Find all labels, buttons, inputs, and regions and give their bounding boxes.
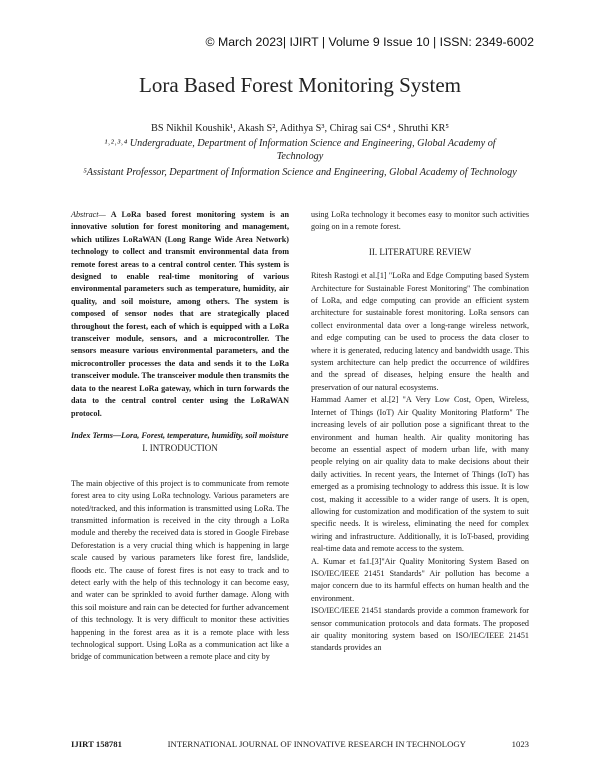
right-column bbox=[311, 209, 529, 655]
affiliation-professor: ⁵Assistant Professor, Department of Information Science and Engineering, Global Academy of Technology bbox=[83, 167, 517, 178]
author-list: BS Nikhil Koushik¹, Akash S², Adithya S³, Chirag sai CS⁴ , Shruthi KR⁵ bbox=[151, 123, 449, 134]
affiliation-undergraduate: ¹˒²˒³˒⁴ Undergraduate, Department of Information Science and Engineering, Global Academy of Technology bbox=[104, 138, 496, 162]
abstract bbox=[71, 209, 289, 420]
abstract-label: Abstract— bbox=[71, 210, 106, 219]
index-terms: Index Terms—Lora, Forest, temperature, humidity, soil moisture bbox=[71, 430, 289, 440]
journal-header: © March 2023| IJIRT | Volume 9 Issue 10 | ISSN: 2349-6002 bbox=[205, 35, 534, 49]
literature-entry-1: Ritesh Rastogi et al.[1] "LoRa and Edge Computing based System Architecture for Sustainable Forest Monitoring" The combination of LoRa, and edge computing can provide an efficient system architecture for sustainable forest monitoring. LoRa sensors can collect environmental data over a long-range wireless network, and edge computing can be used to process the data closer to where it is generated, reducing latency and bandwidth usage. This system architecture can help predict the occurrence of wildfires and the spread of diseases, helping ensure the health and preservation of our natural ecosystems. bbox=[311, 271, 529, 392]
abstract-text: A LoRa based forest monitoring system is an innovative solution for forest monitoring and management, which utilizes LoRaWAN (Long Range Wide Area Network) technology to collect and transmit environmental data from remote forest areas to a central control center. This system is designed to enable real-time monitoring of various environmental parameters such as temperature, humidity, air quality, and soil moisture, among others. The system is composed of sensor nodes that are strategically placed throughout the forest, each of which is equipped with a LoRa transceiver module, sensors, and a microcontroller. The sensors measure various environmental parameters, and the microcontroller processes the data and sends it to the LoRa transceiver module. The transceiver module then transmits the data to the nearest LoRa gateway, which in turn forwards the data to the central control center using the LoRaWAN protocol. bbox=[71, 210, 289, 418]
literature-entry-3: A. Kumar et fa1.[3]"Air Quality Monitoring System Based on ISO/IEC/IEEE 21451 Standards" Air pollution has become a major concern due to its harmful effects on human health and the environment. bbox=[311, 556, 529, 603]
page-footer bbox=[71, 739, 529, 749]
paper-title: Lora Based Forest Monitoring System bbox=[139, 73, 461, 97]
literature-entry-4: ISO/IEC/IEEE 21451 standards provide a common framework for sensor communication protocols and data formats. The proposed air quality monitoring system based on ISO/IEC/IEEE 21451 standards provides an bbox=[311, 606, 529, 653]
literature-entry-2: Hammad Aamer et al.[2] "A Very Low Cost, Open, Wireless, Internet of Things (IoT) Air Quality Monitoring Platform" The increasing levels of air pollution pose a significant threat to the environment and human health. Air quality monitoring has become an essential aspect of modern urban life, with many people relying on air quality data to make decisions about their daily activities. In recent years, the Internet of Things (IoT) has emerged as a promising technology to address this issue. It is low cost, making it accessible to a wider range of users. It is open, allowing for customization and modification of the system to suit specific needs. It is wireless, eliminating the need for complex wiring and infrastructure. Additionally, it is IoT-based, providing real-time data and remote access to the system. bbox=[311, 395, 529, 554]
paper-identifier: IJIRT 158781 bbox=[71, 739, 122, 749]
introduction-text: The main objective of this project is to communicate from remote forest area to city using LoRa technology. Various parameters are noted/tracked, and this information is transmitted using LoRa. The transmitted information is received in the city through a LoRa module and thereby the received data is stored in Google Firebase Deforestation is a very crucial thing which is happening in large scale caused by various parameters like forest fire, landslide, floods etc. The cause of forest fires is not easy to track and to detect early with the help of this technology it can become easy, and water can be sprinkled to avoid further damage. Along with this soil moisture and rain can be detected for further advancement of this technology. It is very difficult to monitor these activities happening in the forest area as it is a remote place with less technological support. Using LoRa as a communication act like a bridge of communication between a remote place and city by bbox=[71, 478, 289, 662]
page-number: 1023 bbox=[511, 739, 529, 749]
introduction-continued: using LoRa technology it becomes easy to monitor such activities going on in a remote forest. bbox=[311, 210, 529, 232]
section-heading-literature-review: II. LITERATURE REVIEW bbox=[368, 246, 472, 257]
journal-name: INTERNATIONAL JOURNAL OF INNOVATIVE RESEARCH IN TECHNOLOGY bbox=[167, 739, 466, 749]
section-heading-introduction: I. INTRODUCTION bbox=[142, 443, 218, 454]
left-column bbox=[71, 209, 289, 664]
